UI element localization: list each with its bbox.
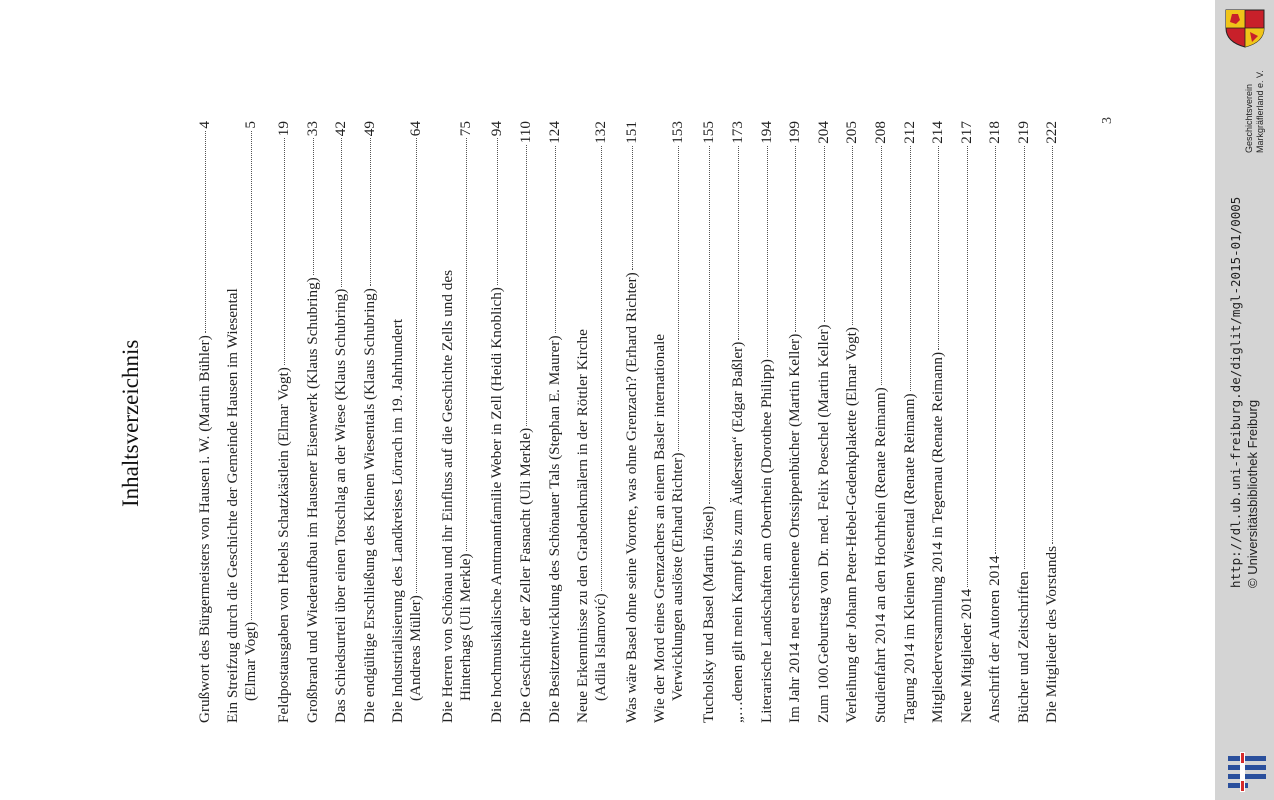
toc-page-number: 218: [986, 121, 1003, 144]
toc-entry-text: Im Jahr 2014 neu erschienene Ortssippenbücher (Martin Keller): [786, 333, 803, 723]
toc-page-number: 42: [332, 121, 349, 137]
toc-entry-text: Ein Streifzug durch die Geschichte der Gemeinde Hausen im Wiesental: [224, 288, 241, 723]
toc-entry-text: Die endgültige Erschließung des Kleinen Wiesentals (Klaus Schubring): [361, 288, 378, 723]
toc-entry-text: (Andreas Müller): [407, 595, 424, 701]
page-title: Inhaltsverzeichnis: [118, 339, 143, 507]
toc-page-number: 124: [546, 121, 563, 144]
toc-page-number: 75: [457, 121, 474, 137]
toc-page-number: 173: [729, 121, 746, 144]
toc-entry-text: Die Geschichte der Zeller Fasnacht (Uli Merkle): [517, 427, 534, 723]
toc-entry-text: Wie der Mord eines Grenzachers an einem Basler internationale: [651, 333, 668, 723]
toc-entry-text: „…denen gilt mein Kampf bis zum Äußersten“ (Edgar Baßler): [729, 341, 746, 723]
toc-page-number: 219: [1015, 121, 1032, 144]
toc-page-number: 4: [196, 121, 213, 129]
toc-entry-text: Was wäre Basel ohne seine Vororte, was ohne Grenzach? (Erhard Richter): [623, 272, 640, 723]
toc-page-number: 5: [242, 121, 259, 129]
toc-page-number: 155: [700, 121, 717, 144]
toc-entry-text: Neue Mitglieder 2014: [958, 588, 975, 723]
toc-entry-text: Literarische Landschaften am Oberrhein (Dorothee Philipp): [758, 359, 775, 723]
toc-entry-text: (Elmar Vogt): [242, 621, 259, 701]
toc-page-number: 217: [958, 121, 975, 144]
toc-entry-text: Verleihung der Johann Peter-Hebel-Gedenkplakette (Elmar Vogt): [843, 327, 860, 723]
toc-page-number: 19: [275, 121, 292, 137]
toc-page-number: 151: [623, 121, 640, 144]
toc-page-number: 214: [929, 121, 946, 144]
toc-page-number: 208: [872, 121, 889, 144]
toc-entry-text: (Adila Islamović): [592, 593, 609, 701]
publisher-name-line2: Markgräflerland e. V.: [1255, 70, 1265, 153]
toc-entry-text: Mitgliederversammlung 2014 in Tegernau (Renate Reimann): [929, 351, 946, 723]
toc-page-number: 194: [758, 121, 775, 144]
toc-entry-text: Zum 100.Geburtstag von Dr. med. Felix Poeschel (Martin Keller): [815, 324, 832, 723]
copyright-notice: © Universitätsbibliothek Freiburg: [1245, 399, 1260, 588]
toc-page-number: 94: [488, 121, 505, 137]
toc-page-number: 153: [669, 121, 686, 144]
toc-page-number: 222: [1043, 121, 1060, 144]
toc-entry-text: Die Industrialisierung des Landkreises Lörrach im 19. Jahrhundert: [389, 318, 406, 723]
page-number: 3: [1100, 117, 1115, 124]
toc-entry-text: Feldpostausgaben von Hebels Schatzkästlein (Elmar Vogt): [275, 367, 292, 723]
toc-entry-text: Tucholsky und Basel (Martin Jösel): [700, 505, 717, 723]
document-url[interactable]: http://dl.ub.uni-freiburg.de/diglit/mgl-2015-01/0005: [1228, 196, 1243, 588]
toc-entry-text: Großbrand und Wiederaufbau im Hausener Eisenwerk (Klaus Schubring): [304, 277, 321, 723]
toc-page-number: 199: [786, 121, 803, 144]
toc-page-number: 205: [843, 121, 860, 144]
toc-page-number: 33: [304, 121, 321, 137]
publisher-name-line1: Geschichtsverein: [1244, 83, 1254, 153]
toc-page-number: 49: [361, 121, 378, 137]
toc-entry-text: Studienfahrt 2014 an den Hochrhein (Renate Reimann): [872, 387, 889, 723]
toc-page-number: 64: [407, 121, 424, 137]
toc-page-number: 132: [592, 121, 609, 144]
toc-entry-text: Neue Erkenntnisse zu den Grabdenkmälern in der Röttler Kirche: [574, 329, 591, 723]
toc-entry-text: Hinterhags (Uli Merkle): [457, 553, 474, 701]
toc-entry-text: Tagung 2014 im Kleinen Wiesental (Renate Reimann): [901, 393, 918, 723]
toc-page-number: 204: [815, 121, 832, 144]
toc-entry-text: Die hochmusikalische Amtmannfamilie Weber in Zell (Heidi Knoblich): [488, 287, 505, 723]
toc-entry-text: Anschrift der Autoren 2014: [986, 555, 1003, 723]
toc-entry-text: Das Schiedsurteil über einen Totschlag an der Wiese (Klaus Schubring): [332, 288, 349, 723]
toc-entry-text: Grußwort des Bürgermeisters von Hausen i. W. (Martin Bühler): [196, 335, 213, 723]
toc-entry-text: Bücher und Zeitschriften: [1015, 571, 1032, 723]
toc-entry-text: Verwicklungen auslöste (Erhard Richter): [669, 452, 686, 701]
toc-entry-text: Die Mitglieder des Vorstands: [1043, 545, 1060, 723]
toc-page-number: 212: [901, 121, 918, 144]
toc-entry-text: Die Besitzentwicklung des Schönauer Tals (Stephan E. Maurer): [546, 335, 563, 723]
toc-page-number: 110: [517, 121, 534, 144]
toc-entry-text: Die Herren von Schönau und ihr Einfluss auf die Geschichte Zells und des: [439, 270, 456, 723]
